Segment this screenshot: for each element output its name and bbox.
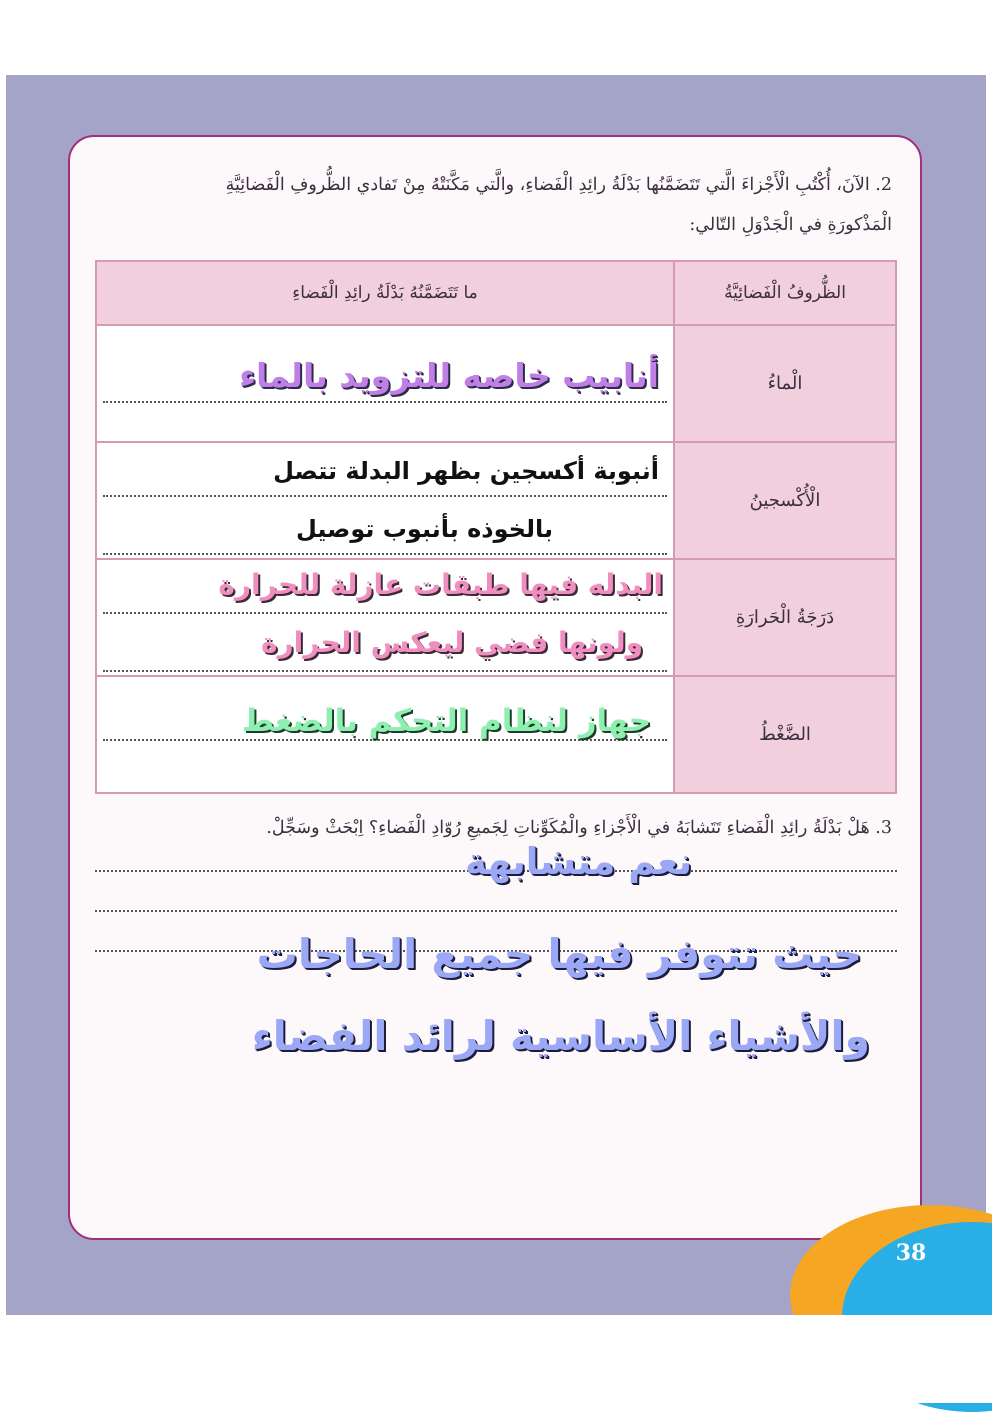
answer-water-line-1: أنابيب خاصه للتزويد بالماء: [239, 356, 659, 395]
dotted-line: [103, 739, 667, 741]
answer-3-line-3: والأشياء الأساسية لرائد الفضاء: [251, 1012, 870, 1060]
answer-3-line-1: نعم متشابهة: [465, 840, 692, 883]
question-2-line-2: الْمَذْكورَةِ في الْجَدْوَلِ التّالي:: [689, 215, 892, 235]
dotted-line: [103, 495, 667, 497]
table-row: [96, 676, 896, 793]
answer-cell-pressure[interactable]: [96, 676, 674, 793]
answer-temperature-line-2: ولونها فضي ليعكس الحرارة: [260, 626, 643, 659]
header-conditions: الظُّروفُ الْفَضائِيَّةُ: [674, 261, 896, 325]
table-row: [96, 559, 896, 676]
condition-pressure: الضَّغْطُ: [674, 676, 896, 793]
space-conditions-table: [95, 260, 897, 794]
condition-oxygen: الْأُكْسجينُ: [674, 442, 896, 559]
dotted-line: [103, 401, 667, 403]
header-contents: ما تَتَضَمَّنُهُ بَدْلَةُ رائِدِ الْفَضاءِ: [96, 261, 674, 325]
condition-temperature: دَرَجَةُ الْحَرارَةِ: [674, 559, 896, 676]
answer-cell-water[interactable]: [96, 325, 674, 442]
question-3: 3. هَلْ بَدْلَةُ رائِدِ الْفَضاءِ تَتَشابَهُ في الْأَجْزاءِ والْمُكَوِّناتِ لِجَميعِ رُوّادِ الْفَضاءِ؟ اِبْحَثْ وسَجِّلْ.: [266, 818, 892, 838]
answer-cell-oxygen[interactable]: [96, 442, 674, 559]
page-bottom-margin: [0, 1315, 992, 1403]
dotted-line: [103, 612, 667, 614]
table-header-row: [96, 261, 896, 325]
table-row: [96, 442, 896, 559]
page-number: 38: [895, 1240, 927, 1266]
dotted-line: [103, 670, 667, 672]
answer-pressure-line-1: جهاز لنظام التحكم بالضغط: [241, 703, 651, 739]
answer-oxygen-line-1: أنبوبة أكسجين بظهر البدلة تتصل: [273, 457, 659, 485]
answer-oxygen-line-2: بالخوذه بأنبوب توصيل: [295, 515, 553, 543]
question-2: [92, 165, 892, 245]
writing-line-2[interactable]: [95, 910, 897, 912]
answer-temperature-line-1: البدله فيها طبقات عازلة للحرارة: [218, 568, 663, 601]
answer-3-line-2: حيث تتوفر فيها جميع الحاجات: [256, 930, 862, 978]
dotted-line: [103, 553, 667, 555]
question-2-line-1: 2. الآنَ، أُكْتُبِ الْأَجْزاءَ الَّتي تَتَضَمَّنُها بَدْلَةُ رائِدِ الْفَضاءِ، والَّتي مَكَّنَتْهُ مِنْ تَفادي الظُّروفِ الْفَضائِيَّةِ: [225, 175, 892, 195]
condition-water: الْماءُ: [674, 325, 896, 442]
answer-cell-temperature[interactable]: [96, 559, 674, 676]
table-row: [96, 325, 896, 442]
